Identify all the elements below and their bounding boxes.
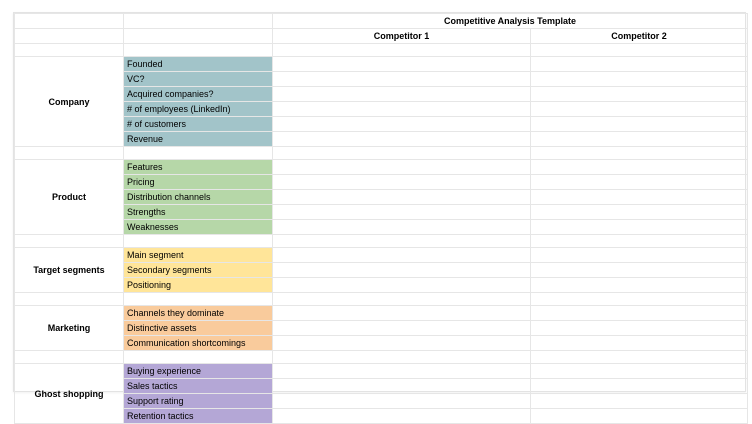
table-row xyxy=(15,160,748,175)
table-row xyxy=(15,336,748,351)
row-label[interactable]: Revenue xyxy=(124,132,273,147)
spacer-cell[interactable] xyxy=(124,235,273,248)
row-label[interactable]: Sales tactics xyxy=(124,379,273,394)
table-row xyxy=(15,205,748,220)
competitor-2-cell[interactable] xyxy=(531,306,748,321)
spacer-cell[interactable] xyxy=(124,44,273,57)
row-label[interactable]: Strengths xyxy=(124,205,273,220)
table-row xyxy=(15,175,748,190)
spacer-cell[interactable] xyxy=(15,235,124,248)
section-label[interactable]: Product xyxy=(15,160,124,235)
competitor-1-cell[interactable] xyxy=(273,306,531,321)
competitor-2-cell[interactable] xyxy=(531,132,748,147)
table-row xyxy=(15,117,748,132)
competitor-1-cell[interactable] xyxy=(273,175,531,190)
spacer-cell[interactable] xyxy=(273,235,531,248)
table-row xyxy=(15,72,748,87)
row-label[interactable]: Distribution channels xyxy=(124,190,273,205)
row-label[interactable]: Founded xyxy=(124,57,273,72)
spacer-cell[interactable] xyxy=(15,293,124,306)
competitor-1-cell[interactable] xyxy=(273,57,531,72)
table-row xyxy=(15,263,748,278)
competitor-2-cell[interactable] xyxy=(531,336,748,351)
competitor-1-cell[interactable] xyxy=(273,248,531,263)
row-label[interactable]: Main segment xyxy=(124,248,273,263)
competitor-2-header[interactable]: Competitor 2 xyxy=(531,29,748,44)
section-label[interactable]: Target segments xyxy=(15,248,124,293)
competitor-1-cell[interactable] xyxy=(273,132,531,147)
cell-empty[interactable] xyxy=(124,14,273,29)
competitor-1-cell[interactable] xyxy=(273,379,531,394)
competitor-2-cell[interactable] xyxy=(531,117,748,132)
row-label[interactable]: Distinctive assets xyxy=(124,321,273,336)
competitor-1-cell[interactable] xyxy=(273,220,531,235)
spacer-cell[interactable] xyxy=(273,44,531,57)
spacer-cell[interactable] xyxy=(531,351,748,364)
cell-empty[interactable] xyxy=(15,29,124,44)
row-label[interactable]: Support rating xyxy=(124,394,273,409)
section-label[interactable]: Marketing xyxy=(15,306,124,351)
table-row xyxy=(15,364,748,379)
competitor-2-cell[interactable] xyxy=(531,364,748,379)
table-row xyxy=(15,409,748,424)
competitor-1-cell[interactable] xyxy=(273,394,531,409)
competitor-1-cell[interactable] xyxy=(273,321,531,336)
competitor-2-cell[interactable] xyxy=(531,102,748,117)
competitor-1-cell[interactable] xyxy=(273,336,531,351)
competitor-2-cell[interactable] xyxy=(531,394,748,409)
table-row xyxy=(15,190,748,205)
spacer-cell[interactable] xyxy=(15,44,124,57)
competitor-2-cell[interactable] xyxy=(531,87,748,102)
competitor-1-cell[interactable] xyxy=(273,364,531,379)
section-label[interactable]: Company xyxy=(15,57,124,147)
competitor-2-cell[interactable] xyxy=(531,190,748,205)
spacer-cell[interactable] xyxy=(531,235,748,248)
spacer-cell[interactable] xyxy=(15,147,124,160)
competitor-1-cell[interactable] xyxy=(273,409,531,424)
competitor-2-cell[interactable] xyxy=(531,248,748,263)
spacer-cell[interactable] xyxy=(273,351,531,364)
table-row xyxy=(15,321,748,336)
spacer-cell[interactable] xyxy=(124,351,273,364)
spacer-cell[interactable] xyxy=(15,351,124,364)
competitor-1-cell[interactable] xyxy=(273,190,531,205)
competitor-1-cell[interactable] xyxy=(273,102,531,117)
competitor-2-cell[interactable] xyxy=(531,57,748,72)
table-row xyxy=(15,248,748,263)
competitor-1-header[interactable]: Competitor 1 xyxy=(273,29,531,44)
row-label[interactable]: Features xyxy=(124,160,273,175)
table-row xyxy=(15,87,748,102)
row-label[interactable]: Secondary segments xyxy=(124,263,273,278)
competitor-1-cell[interactable] xyxy=(273,72,531,87)
spacer-cell[interactable] xyxy=(273,147,531,160)
section-label[interactable]: Ghost shopping xyxy=(15,364,124,424)
analysis-table xyxy=(14,13,748,424)
competitor-1-cell[interactable] xyxy=(273,87,531,102)
competitor-2-cell[interactable] xyxy=(531,409,748,424)
competitor-1-cell[interactable] xyxy=(273,160,531,175)
spreadsheet xyxy=(13,12,746,421)
table-row xyxy=(15,57,748,72)
row-label[interactable]: Weaknesses xyxy=(124,220,273,235)
spacer-cell[interactable] xyxy=(273,293,531,306)
row-label[interactable]: Communication shortcomings xyxy=(124,336,273,351)
row-label[interactable]: Positioning xyxy=(124,278,273,293)
spacer-cell[interactable] xyxy=(531,293,748,306)
row-label[interactable]: Retention tactics xyxy=(124,409,273,424)
row-label[interactable]: Channels they dominate xyxy=(124,306,273,321)
table-row xyxy=(15,278,748,293)
competitor-2-cell[interactable] xyxy=(531,379,748,394)
table-row xyxy=(15,132,748,147)
competitor-2-cell[interactable] xyxy=(531,205,748,220)
spacer-cell[interactable] xyxy=(531,44,748,57)
table-row xyxy=(15,220,748,235)
competitor-2-cell[interactable] xyxy=(531,321,748,336)
row-label[interactable]: # of employees (LinkedIn) xyxy=(124,102,273,117)
table-row xyxy=(15,306,748,321)
table-row xyxy=(15,379,748,394)
cell-empty[interactable] xyxy=(15,14,124,29)
spacer-cell[interactable] xyxy=(124,293,273,306)
row-label[interactable]: Buying experience xyxy=(124,364,273,379)
competitor-2-cell[interactable] xyxy=(531,220,748,235)
competitor-1-cell[interactable] xyxy=(273,278,531,293)
row-label[interactable]: # of customers xyxy=(124,117,273,132)
competitor-1-cell[interactable] xyxy=(273,117,531,132)
competitor-2-cell[interactable] xyxy=(531,263,748,278)
row-label[interactable]: VC? xyxy=(124,72,273,87)
row-label[interactable]: Acquired companies? xyxy=(124,87,273,102)
row-label[interactable]: Pricing xyxy=(124,175,273,190)
cell-empty[interactable] xyxy=(124,29,273,44)
competitor-2-cell[interactable] xyxy=(531,175,748,190)
competitor-2-cell[interactable] xyxy=(531,160,748,175)
spacer-cell[interactable] xyxy=(124,147,273,160)
table-row xyxy=(15,102,748,117)
spacer-cell[interactable] xyxy=(531,147,748,160)
competitor-2-cell[interactable] xyxy=(531,278,748,293)
table-row xyxy=(15,394,748,409)
competitor-2-cell[interactable] xyxy=(531,72,748,87)
sheet-title[interactable]: Competitive Analysis Template xyxy=(273,14,748,29)
competitor-1-cell[interactable] xyxy=(273,205,531,220)
competitor-1-cell[interactable] xyxy=(273,263,531,278)
